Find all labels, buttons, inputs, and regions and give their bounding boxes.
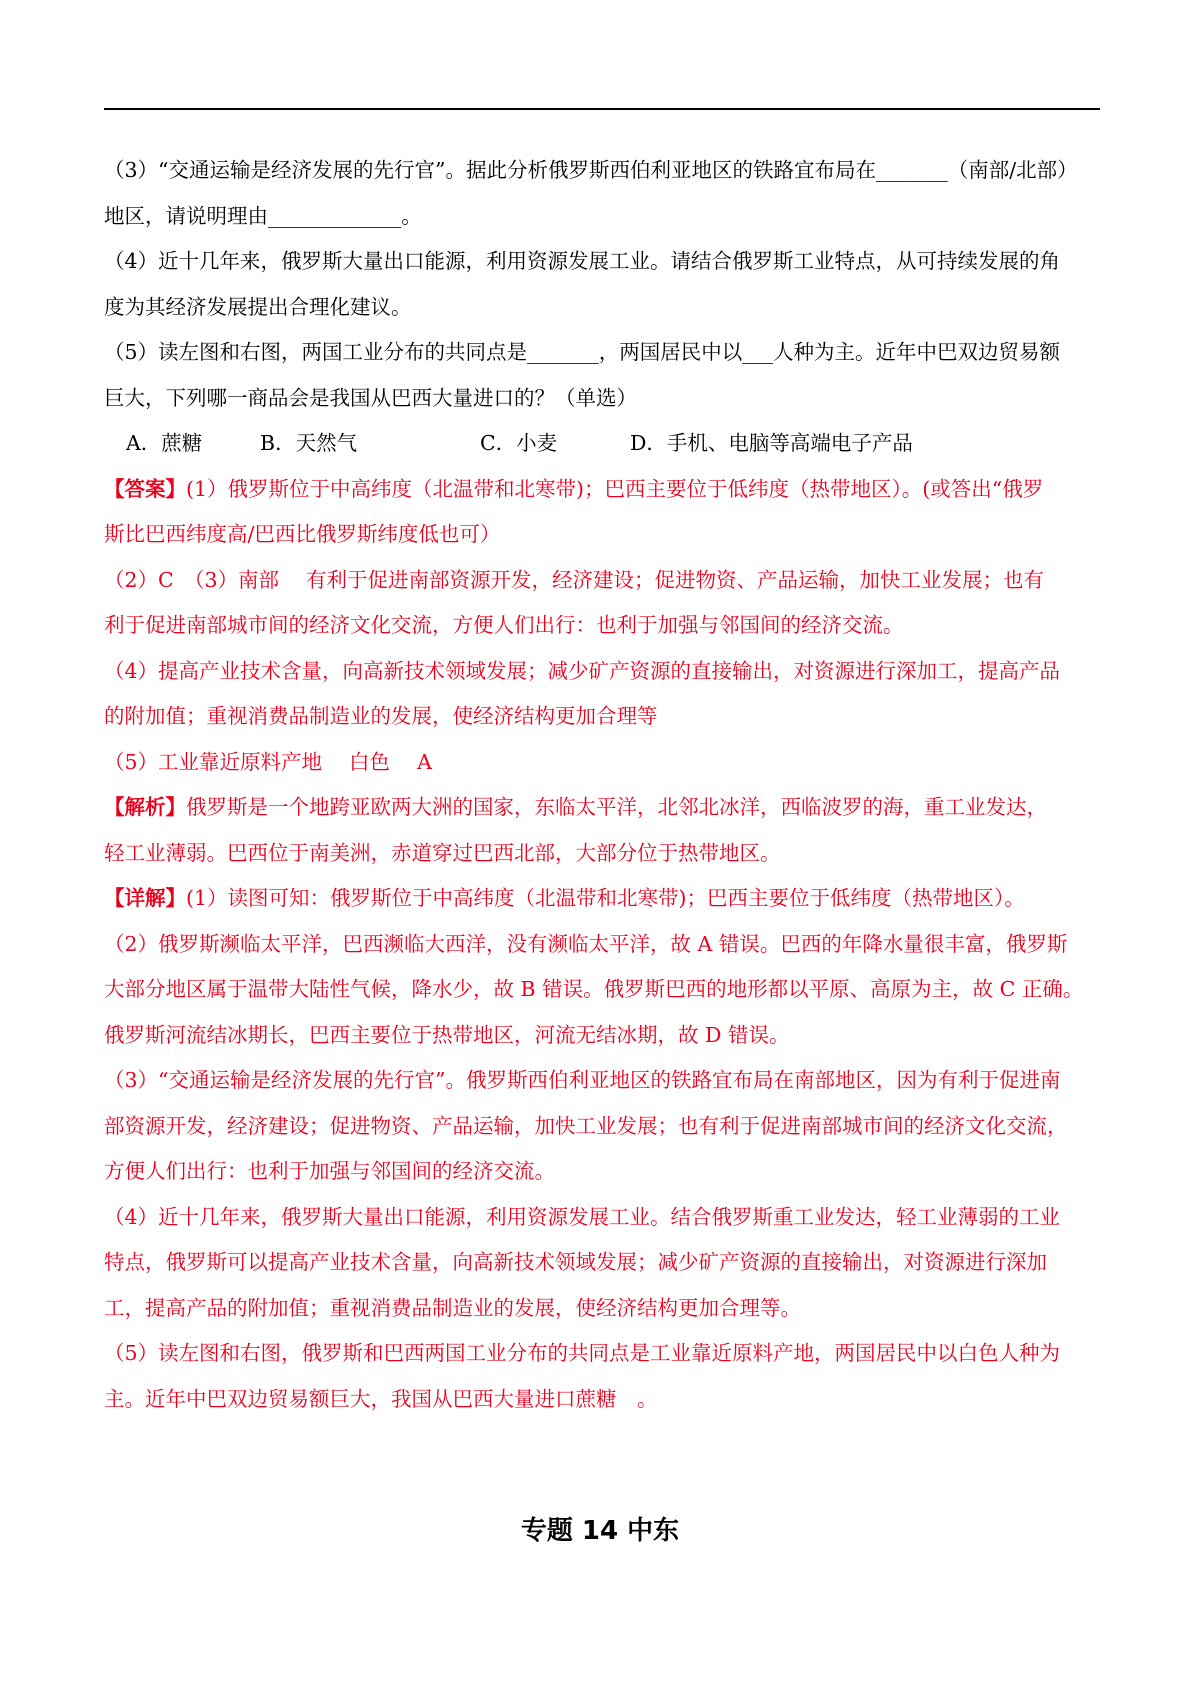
detail-4-line1: （4）近十几年来，俄罗斯大量出口能源，利用资源发展工业。结合俄罗斯重工业发达，轻工业薄弱的工业 xyxy=(104,1204,1061,1229)
detail-3-line3: 方便人们出行：也利于加强与邻国间的经济交流。 xyxy=(104,1159,555,1183)
answer-4-line1: （4）提高产业技术含量，向高新技术领域发展；减少矿产资源的直接输出，对资源进行深加工，提高产品 xyxy=(104,658,1061,683)
detail-4-line3: 工，提高产品的附加值；重视消费品制造业的发展，使经济结构更加合理等。 xyxy=(104,1295,801,1320)
detail-text: (1）读图可知：俄罗斯位于中高纬度（北温带和北寒带)；巴西主要位于低纬度（热带地区）。 xyxy=(186,886,1025,910)
option-a: A．蔗糖 xyxy=(126,431,203,455)
detail-line1 xyxy=(104,876,1100,922)
answer-5-line: （5）工业靠近原料产地 白色 A xyxy=(104,749,432,774)
detail-label: 【详解】 xyxy=(104,886,186,910)
analysis-text: 俄罗斯是一个地跨亚欧两大洲的国家，东临太平洋，北邻北冰洋，西临波罗的海，重工业发达， xyxy=(186,795,1047,819)
answer-line1 xyxy=(104,467,1100,513)
answer-line2: 斯比巴西纬度高/巴西比俄罗斯纬度低也可） xyxy=(104,522,501,546)
option-d: D．手机、电脑等高端电子产品 xyxy=(630,431,913,455)
detail-2-line3: 俄罗斯河流结冰期长，巴西主要位于热带地区，河流无结冰期，故 D 错误。 xyxy=(104,1022,790,1047)
detail-2-line2: 大部分地区属于温带大陆性气候，降水少，故 B 错误。俄罗斯巴西的地形都以平原、高原为主，故 C 正确。 xyxy=(104,977,1084,1001)
analysis-label: 【解析】 xyxy=(104,795,186,819)
q5-line2: 巨大，下列哪一商品会是我国从巴西大量进口的？（单选） xyxy=(104,385,637,410)
option-b: B．天然气 xyxy=(260,431,358,455)
detail-3-line1: （3）“交通运输是经济发展的先行官”。俄罗斯西伯利亚地区的铁路宜布局在南部地区，因为有利于促进南 xyxy=(104,1068,1061,1092)
q4-line2: 度为其经济发展提出合理化建议。 xyxy=(104,294,412,319)
detail-4-line2: 特点，俄罗斯可以提高产业技术含量，向高新技术领域发展；减少矿产资源的直接输出，对资源进行深加 xyxy=(104,1250,1047,1274)
detail-5-line1: （5）读左图和右图，俄罗斯和巴西两国工业分布的共同点是工业靠近原料产地，两国居民中以白色人种为 xyxy=(104,1341,1061,1365)
answer-options xyxy=(104,421,1100,467)
detail-2-line1: （2）俄罗斯濒临太平洋，巴西濒临大西洋，没有濒临太平洋，故 A 错误。巴西的年降水量很丰富，俄罗斯 xyxy=(104,931,1068,956)
answer-4-line2: 的附加值；重视消费品制造业的发展，使经济结构更加合理等 xyxy=(104,704,658,728)
analysis-line2: 轻工业薄弱。巴西位于南美洲，赤道穿过巴西北部，大部分位于热带地区。 xyxy=(104,840,781,865)
detail-3-line2: 部资源开发，经济建设；促进物资、产品运输，加快工业发展；也有利于促进南部城市间的经济文化交流， xyxy=(104,1113,1068,1138)
q5-line1: （5）读左图和右图，两国工业分布的共同点是_______，两国居民中以___人种为主。近年中巴双边贸易额 xyxy=(104,340,1061,364)
option-c: C．小麦 xyxy=(480,431,558,455)
answer-2-3-line1: （2）C （3）南部 有利于促进南部资源开发，经济建设；促进物资、产品运输，加快工业发展；也有 xyxy=(104,567,1045,592)
answer-label: 【答案】 xyxy=(104,476,186,501)
detail-5-line2: 主。近年中巴双边贸易额巨大，我国从巴西大量进口蔗糖 。 xyxy=(104,1386,658,1411)
header-rule xyxy=(104,108,1100,110)
section-title: 专题 14 中东 xyxy=(520,1516,680,1546)
q4-line1: （4）近十几年来，俄罗斯大量出口能源，利用资源发展工业。请结合俄罗斯工业特点，从可持续发展的角 xyxy=(104,249,1061,273)
page-content xyxy=(104,148,1100,1422)
q3-line2: 地区，请说明理由_____________。 xyxy=(104,203,422,228)
q3-line1: （3）“交通运输是经济发展的先行官”。据此分析俄罗斯西伯利亚地区的铁路宜布局在_______（南部/北部） xyxy=(104,158,1078,182)
answer-text: (1）俄罗斯位于中高纬度（北温带和北寒带)；巴西主要位于低纬度（热带地区）。(或答出“俄罗 xyxy=(186,476,1044,501)
answer-2-3-line2: 利于促进南部城市间的经济文化交流，方便人们出行：也利于加强与邻国间的经济交流。 xyxy=(104,613,904,637)
analysis-line1 xyxy=(104,785,1100,831)
